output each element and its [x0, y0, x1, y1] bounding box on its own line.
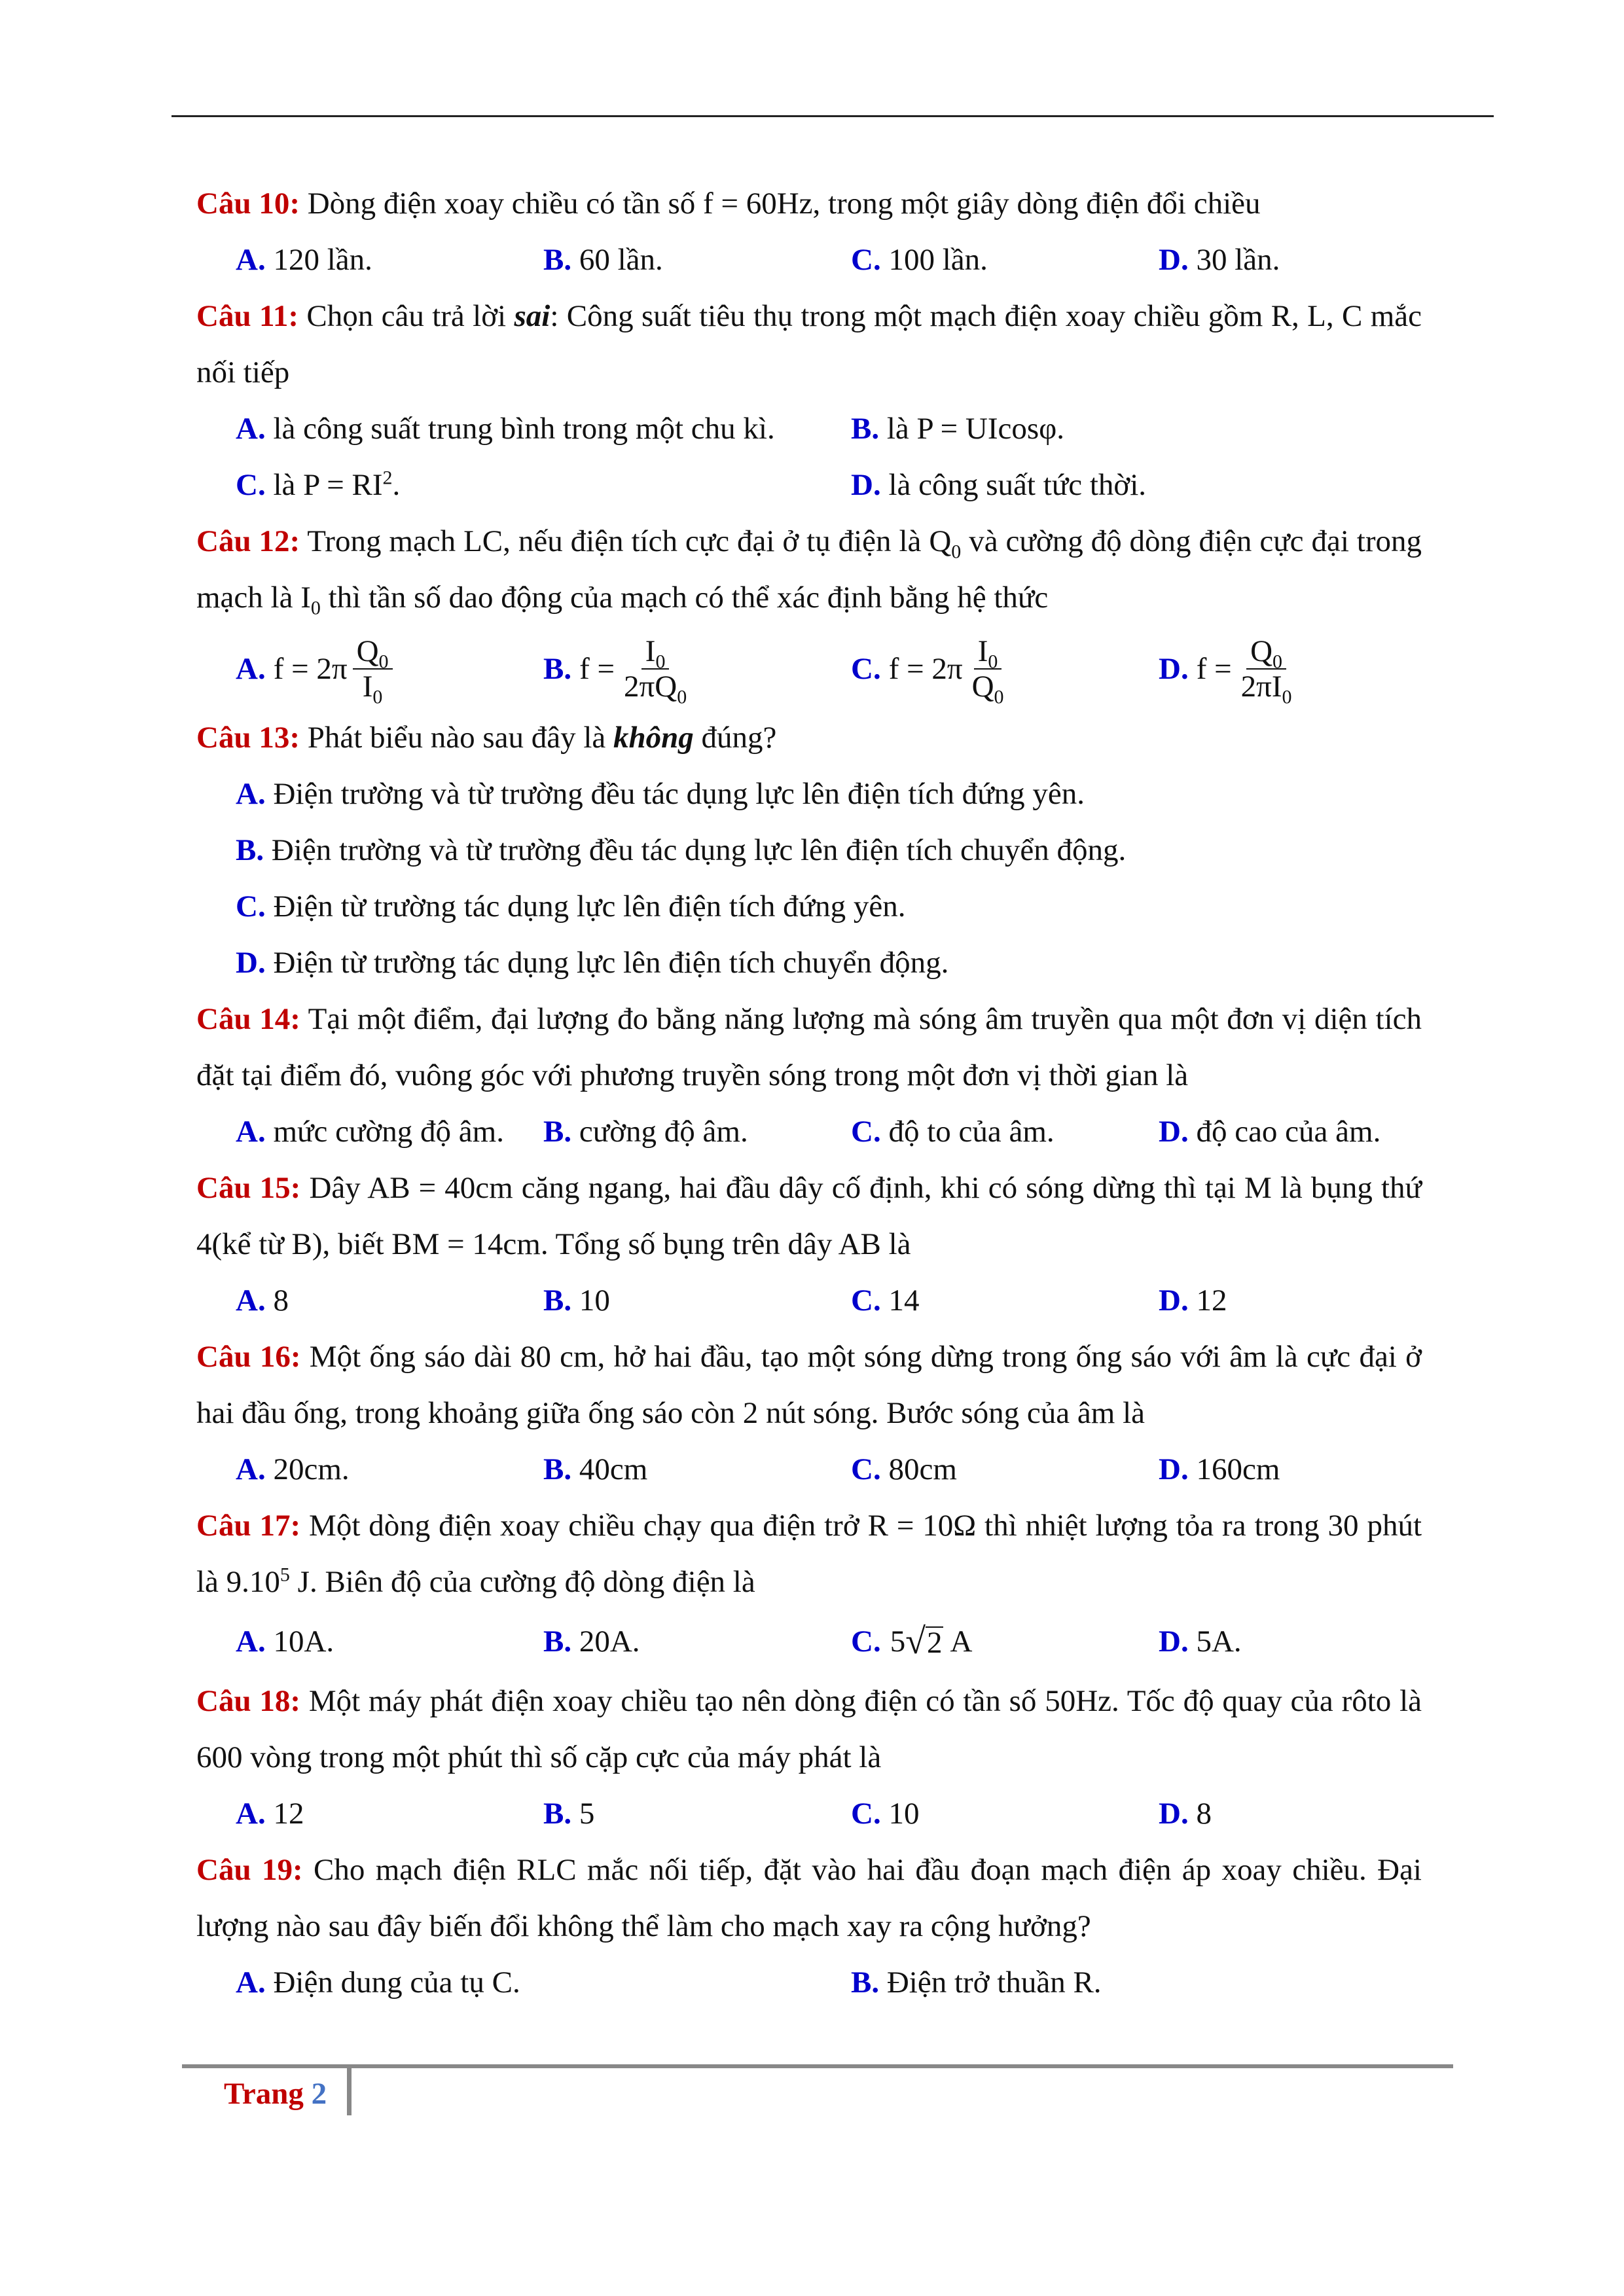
option-a [236, 1954, 851, 2011]
subscript: 0 [372, 686, 383, 708]
option-label: D. [1159, 1283, 1189, 1318]
question-11 [196, 288, 1422, 401]
option-label: C. [236, 889, 266, 924]
option-text: 120 lần. [265, 243, 372, 277]
option-c [851, 634, 1159, 708]
denominator [359, 670, 387, 708]
option-a [236, 1272, 543, 1329]
formula-lhs: f = [579, 652, 615, 686]
radical-sign: √ [905, 1621, 926, 1662]
options-13-d [196, 935, 1422, 991]
option-label: C. [851, 1115, 881, 1149]
option-b [543, 634, 851, 708]
option-c [851, 1272, 1159, 1329]
option-label: C. [851, 1452, 881, 1486]
question-number: Câu 11: [196, 299, 299, 333]
option-b [543, 1785, 851, 1842]
question-17 [196, 1498, 1422, 1610]
option-label: D. [1159, 1624, 1189, 1659]
option-text: độ cao của âm. [1188, 1115, 1381, 1149]
option-label: B. [236, 833, 264, 867]
subscript: 0 [994, 686, 1004, 708]
question-text: Một dòng điện xoay chiều chạy qua điện trở R = 10Ω thì nhiệt lượng tỏa ra trong 30 phút là 9.10 [196, 1509, 1422, 1599]
option-text: 20A. [571, 1624, 640, 1659]
question-number: Câu 15: [196, 1171, 301, 1205]
question-text: Dòng điện xoay chiều có tần số f = 60Hz, trong một giây dòng điện đổi chiều [299, 187, 1261, 221]
option-text: mức cường độ âm. [265, 1115, 504, 1149]
numerator-text: I [977, 634, 988, 668]
question-text: Một máy phát điện xoay chiều tạo nên dòng điện có tần số 50Hz. Tốc độ quay của rôto là 600 vòng trong một phút thì số cặp cực của máy phát là [196, 1684, 1422, 1774]
fraction [1237, 634, 1296, 708]
option-d [1159, 1613, 1466, 1670]
option-b [543, 1441, 851, 1498]
option-text: 10 [880, 1797, 920, 1831]
question-text: : Công suất tiêu thụ trong một mạch điện xoay chiều gồm R, L, C mắc nối tiếp [196, 299, 1422, 389]
subscript: 0 [988, 651, 998, 673]
question-number: Câu 10: [196, 187, 300, 221]
option-a [236, 766, 1422, 822]
option-text: 5A. [1188, 1624, 1242, 1659]
option-label: B. [543, 1115, 572, 1149]
option-text: là P = UIcosφ. [879, 412, 1065, 446]
option-text: Điện từ trường tác dụng lực lên điện tích chuyển động. [265, 946, 949, 980]
option-text: 5 [571, 1797, 595, 1831]
option-b [851, 401, 1466, 457]
option-c [851, 1103, 1159, 1160]
denominator [620, 670, 691, 708]
subscript: 0 [677, 686, 687, 708]
question-text: Tại một điểm, đại lượng đo bằng năng lượng mà sóng âm truyền qua một đơn vị diện tích đặt tại điểm đó, vuông góc với phương truyền sóng trong một đơn vị thời gian là [196, 1002, 1422, 1092]
question-number: Câu 13: [196, 721, 300, 755]
option-d [1159, 634, 1466, 708]
question-text: J. Biên độ của cường độ dòng điện là [289, 1565, 755, 1599]
option-label: A. [236, 1283, 266, 1318]
fraction [353, 634, 393, 708]
header-rule [171, 115, 1494, 117]
fraction [968, 634, 1008, 708]
option-c [851, 1441, 1159, 1498]
options-13-a [196, 766, 1422, 822]
option-label: D. [1159, 1115, 1189, 1149]
formula [888, 634, 1008, 708]
question-number: Câu 17: [196, 1509, 301, 1543]
option-text: Điện dung của tụ C. [265, 1965, 520, 2000]
option-text: 60 lần. [571, 243, 663, 277]
subscript: 0 [1272, 651, 1283, 673]
question-19 [196, 1842, 1422, 1954]
page-footer [224, 2076, 327, 2111]
superscript: 2 [382, 467, 393, 489]
question-text: Chọn câu trả lời [298, 299, 514, 333]
question-list [196, 175, 1422, 2011]
option-label: A. [236, 652, 266, 686]
option-label: D. [1159, 652, 1189, 686]
question-text: Dây AB = 40cm căng ngang, hai đầu dây cố định, khi có sóng dừng thì tại M là bụng thứ 4(kể từ B), biết BM = 14cm. Tổng số bụng trên dây AB là [196, 1171, 1422, 1261]
option-text: là công suất tức thời. [880, 468, 1147, 502]
option-label: B. [543, 1283, 572, 1318]
emphasis: sai [514, 299, 550, 333]
option-b [543, 1613, 851, 1670]
option-label: A. [236, 1797, 266, 1831]
options-13-b [196, 822, 1422, 878]
footer-divider [347, 2068, 352, 2115]
options-17 [196, 1610, 1422, 1673]
question-text: Cho mạch điện RLC mắc nối tiếp, đặt vào hai đầu đoạn mạch điện áp xoay chiều. Đại lượng nào sau đây biến đổi không thể làm cho mạch xay ra cộng hưởng? [196, 1853, 1422, 1943]
footer-rule [182, 2064, 1453, 2068]
question-text: thì tần số dao động của mạch có thể xác định bằng hệ thức [320, 581, 1049, 615]
option-d [1159, 1441, 1466, 1498]
square-root [905, 1621, 943, 1662]
question-13 [196, 709, 1422, 766]
denominator-text: 2πQ [624, 670, 677, 704]
option-text: Điện trở thuần R. [879, 1965, 1102, 2000]
page-label: Trang [224, 2077, 312, 2111]
numerator-text: I [645, 634, 656, 668]
option-label: A. [236, 1624, 266, 1659]
option-b [543, 1272, 851, 1329]
option-text: 12 [265, 1797, 304, 1831]
question-16 [196, 1329, 1422, 1441]
option-b [236, 822, 1422, 878]
option-label: A. [236, 777, 266, 811]
question-18 [196, 1673, 1422, 1785]
option-label: B. [851, 412, 880, 446]
option-c [236, 878, 1422, 935]
option-a [236, 1103, 543, 1160]
option-a [236, 634, 543, 708]
option-d [851, 457, 1466, 513]
option-c [851, 232, 1159, 288]
option-text: 30 lần. [1188, 243, 1280, 277]
numerator [641, 634, 670, 673]
option-text: cường độ âm. [571, 1115, 748, 1149]
option-label: C. [851, 1624, 881, 1659]
option-d [1159, 232, 1466, 288]
option-c [851, 1613, 1159, 1670]
option-text: 8 [1188, 1797, 1212, 1831]
option-a [236, 401, 851, 457]
option-c [236, 457, 851, 513]
unit: A [950, 1624, 973, 1659]
option-a [236, 232, 543, 288]
numerator [1246, 634, 1286, 673]
options-11-row2 [196, 457, 1422, 513]
question-number: Câu 19: [196, 1853, 303, 1887]
page-number: 2 [311, 2077, 327, 2111]
option-label: D. [1159, 1797, 1189, 1831]
option-label: B. [543, 652, 572, 686]
option-label: B. [543, 243, 572, 277]
option-label: B. [543, 1797, 572, 1831]
option-label: C. [851, 243, 881, 277]
fraction [620, 634, 691, 708]
options-19 [196, 1954, 1422, 2011]
option-label: A. [236, 243, 266, 277]
denominator [968, 670, 1008, 708]
option-text: Điện trường và từ trường đều tác dụng lực lên điện tích đứng yên. [265, 777, 1085, 811]
question-text: và cường độ dòng điện cực đại trong mạch là I [196, 524, 1422, 615]
option-label: D. [851, 468, 881, 502]
option-a [236, 1441, 543, 1498]
option-text: là công suất trung bình trong một chu kì. [265, 412, 775, 446]
options-13-c [196, 878, 1422, 935]
option-label: D. [1159, 243, 1189, 277]
option-text: 40cm [571, 1452, 648, 1486]
options-11-row1 [196, 401, 1422, 457]
option-text: Điện trường và từ trường đều tác dụng lực lên điện tích chuyển động. [264, 833, 1127, 867]
option-label: B. [543, 1624, 572, 1659]
question-text: Một ống sáo dài 80 cm, hở hai đầu, tạo một sóng dừng trong ống sáo với âm là cực đại ở hai đầu ống, trong khoảng giữa ống sáo còn 2 nút sóng. Bước sóng của âm là [196, 1340, 1422, 1430]
option-label: D. [236, 946, 266, 980]
option-label: A. [236, 1452, 266, 1486]
option-text: 100 lần. [880, 243, 988, 277]
option-a [236, 1613, 543, 1670]
formula-lhs: f = 2π [888, 652, 963, 686]
denominator-text: Q [971, 670, 994, 704]
option-label: C. [851, 1283, 881, 1318]
question-number: Câu 18: [196, 1684, 301, 1718]
option-label: C. [236, 468, 266, 502]
formula-lhs: f = [1196, 652, 1232, 686]
numerator [974, 634, 1002, 673]
options-12 [196, 630, 1422, 708]
option-b [543, 232, 851, 288]
radicand: 2 [926, 1626, 943, 1660]
option-text: 12 [1188, 1283, 1227, 1318]
question-15 [196, 1160, 1422, 1272]
question-text: đúng? [693, 721, 777, 755]
question-text: Trong mạch LC, nếu điện tích cực đại ở tụ điện là Q [300, 524, 952, 558]
option-d [1159, 1272, 1466, 1329]
option-label: C. [851, 1797, 881, 1831]
option-text: độ to của âm. [880, 1115, 1055, 1149]
option-label: D. [1159, 1452, 1189, 1486]
question-number: Câu 14: [196, 1002, 300, 1036]
subscript: 0 [378, 651, 389, 673]
option-d [236, 935, 1422, 991]
numerator-text: Q [356, 634, 379, 668]
options-14 [196, 1103, 1422, 1160]
option-d [1159, 1103, 1466, 1160]
option-c [851, 1785, 1159, 1842]
option-text: 8 [265, 1283, 289, 1318]
numerator-text: Q [1250, 634, 1273, 668]
option-label: A. [236, 1115, 266, 1149]
coefficient: 5 [890, 1624, 906, 1659]
subscript: 0 [655, 651, 666, 673]
formula [1196, 634, 1296, 708]
options-10 [196, 232, 1422, 288]
option-label: A. [236, 1965, 266, 2000]
emphasis: không [613, 721, 694, 755]
question-12 [196, 513, 1422, 626]
formula-lhs: f = 2π [273, 652, 348, 686]
subscript: 0 [951, 541, 962, 563]
subscript: 0 [1282, 686, 1292, 708]
question-10 [196, 175, 1422, 232]
question-number: Câu 12: [196, 524, 300, 558]
superscript: 5 [280, 1564, 290, 1586]
denominator-text: I [362, 670, 373, 704]
option-text: 20cm. [265, 1452, 350, 1486]
question-number: Câu 16: [196, 1340, 301, 1374]
option-text: . [392, 468, 401, 502]
option-text: 80cm [880, 1452, 957, 1486]
options-16 [196, 1441, 1422, 1498]
formula [273, 634, 393, 708]
question-text: Phát biểu nào sau đây là [299, 721, 614, 755]
option-d [1159, 1785, 1466, 1842]
option-b [543, 1103, 851, 1160]
option-text: 10A. [265, 1624, 334, 1659]
option-b [851, 1954, 1466, 2011]
option-text: 160cm [1188, 1452, 1280, 1486]
option-text: là P = RI [265, 468, 383, 502]
subscript: 0 [310, 597, 321, 619]
option-a [236, 1785, 543, 1842]
option-text: 14 [880, 1283, 920, 1318]
formula [579, 634, 691, 708]
denominator [1237, 670, 1296, 708]
question-14 [196, 991, 1422, 1103]
option-text: Điện từ trường tác dụng lực lên điện tích đứng yên. [265, 889, 906, 924]
denominator-text: 2πI [1240, 670, 1282, 704]
option-label: B. [851, 1965, 880, 2000]
option-label: B. [543, 1452, 572, 1486]
option-text: 10 [571, 1283, 610, 1318]
numerator [353, 634, 393, 673]
options-18 [196, 1785, 1422, 1842]
option-label: A. [236, 412, 266, 446]
option-label: C. [851, 652, 881, 686]
options-15 [196, 1272, 1422, 1329]
